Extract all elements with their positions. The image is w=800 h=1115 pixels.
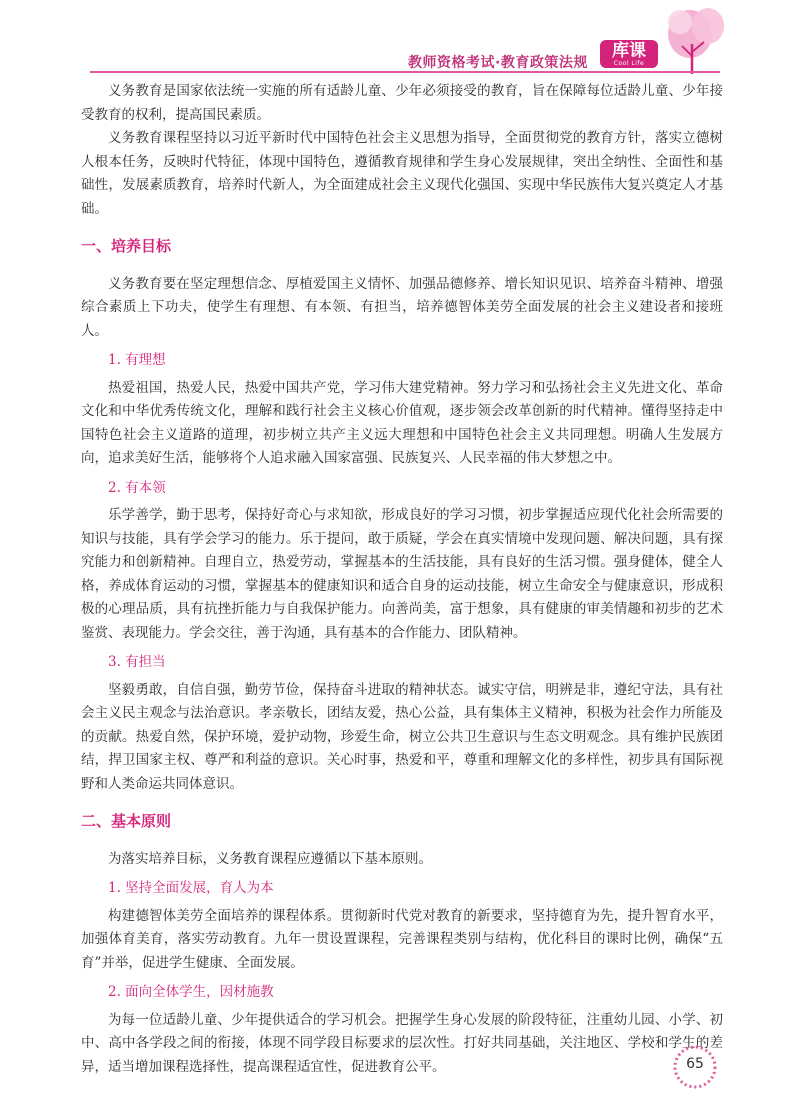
subheading-responsibility: 3. 有担当	[108, 654, 166, 670]
brand-logo	[600, 40, 658, 68]
page-header	[0, 0, 800, 78]
goals-lead-paragraph: 义务教育要在坚定理想信念、厚植爱国主义情怀、加强品德修养、增长知识见识、培养奋斗精神、增强综合素质上下功夫，使学生有理想、有本领、有担当，培养德智体美劳全面发展的社会主义建设者和接班人。	[81, 275, 723, 339]
tree-decoration-icon	[660, 4, 730, 76]
intro-paragraph-1: 义务教育是国家依法统一实施的所有适龄儿童、少年必须接受的教育，旨在保障每位适龄儿童、少年接受教育的权利，提高国民素质。	[81, 83, 723, 123]
brand-logo-text: 库课	[612, 41, 646, 61]
ideal-paragraph: 热爱祖国，热爱人民，热爱中国共产党，学习伟大建党精神。努力学习和弘扬社会主义先进文化、革命文化和中华优秀传统文化，理解和践行社会主义核心价值观，逐步领会改革创新的时代精神。懂得坚持走中国特色社会主义道路的道理，初步树立共产主义远大理想和中国特色社会主义共同理想。明确人生发展方向，追求美好生活，能够将个人追求融入国家富强、民族复兴、人民幸福的伟大梦想之中。	[81, 379, 723, 466]
principles-lead-paragraph: 为落实培养目标，义务教育课程应遵循以下基本原则。	[108, 850, 432, 867]
subheading-ability: 2. 有本领	[108, 479, 166, 496]
all-round-development-paragraph: 构建德智体美劳全面培养的课程体系。贯彻新时代党对教育的新要求，坚持德育为先，提升智育水平，加强体育美育，落实劳动教育。九年一贯设置课程，完善课程类别与结构，优化科目的课时比例，确保“五育”并举，促进学生健康、全面发展。	[81, 907, 723, 971]
header-divider	[90, 71, 720, 73]
section-heading-goals: 一、培养目标	[81, 237, 172, 255]
brand-logo-subtext: Cool Life	[613, 60, 645, 67]
section-heading-principles: 二、基本原则	[81, 812, 172, 830]
subheading-all-students: 2. 面向全体学生，因材施教	[108, 984, 274, 1000]
all-students-paragraph: 为每一位适龄儿童、少年提供适合的学习机会。把握学生身心发展的阶段特征，注重幼儿园、小学、初中、高中各学段之间的衔接，体现不同学段目标要求的层次性。打好共同基础，关注地区、学校和学生的差异，适当增加课程选择性，提高课程适宜性，促进教育公平。	[81, 1011, 723, 1075]
document-body	[81, 80, 723, 1079]
ability-paragraph: 乐学善学，勤于思考，保持好奇心与求知欲，形成良好的学习习惯，初步掌握适应现代化社会所需要的知识与技能，具有学会学习的能力。乐于提问，敢于质疑，学会在真实情境中发现问题、解决问题，具有探究能力和创新精神。自理自立，热爱劳动，掌握基本的生活技能，具有良好的生活习惯。强身健体，健全人格，养成体育运动的习惯，掌握基本的健康知识和适合自身的运动技能，树立生命安全与健康意识，形成积极的心理品质，具有抗挫折能力与自我保护能力。向善尚美，富于想象，具有健康的审美情趣和初步的艺术鉴赏、表现能力。学会交往，善于沟通，具有基本的合作能力、团队精神。	[81, 507, 723, 641]
header-title: 教师资格考试·教育政策法规	[408, 55, 588, 71]
responsibility-paragraph: 坚毅勇敢，自信自强，勤劳节俭，保持奋斗进取的精神状态。诚实守信，明辨是非，遵纪守法，具有社会主义民主观念与法治意识。孝亲敬长，团结友爱，热心公益，具有集体主义精神，积极为社会作力所能及的贡献。热爱自然，保护环境，爱护动物，珍爱生命，树立公共卫生意识与生态文明观念。具有维护民族团结，捍卫国家主权、尊严和利益的意识。关心时事，热爱和平，尊重和理解文化的多样性，初步具有国际视野和人类命运共同体意识。	[81, 681, 723, 792]
page-number: 65	[686, 1056, 704, 1072]
subheading-ideal: 1. 有理想	[108, 352, 166, 368]
page-number-badge	[670, 1042, 720, 1092]
intro-paragraph-2: 义务教育课程坚持以习近平新时代中国特色社会主义思想为指导，全面贯彻党的教育方针，落实立德树人根本任务，反映时代特征，体现中国特色，遵循教育规律和学生身心发展规律，突出全纳性、全面性和基础性，发展素质教育，培养时代新人，为全面建成社会主义现代化强国、实现中华民族伟大复兴奠定人才基础。	[81, 130, 723, 217]
subheading-all-round-development: 1. 坚持全面发展，育人为本	[108, 880, 274, 896]
